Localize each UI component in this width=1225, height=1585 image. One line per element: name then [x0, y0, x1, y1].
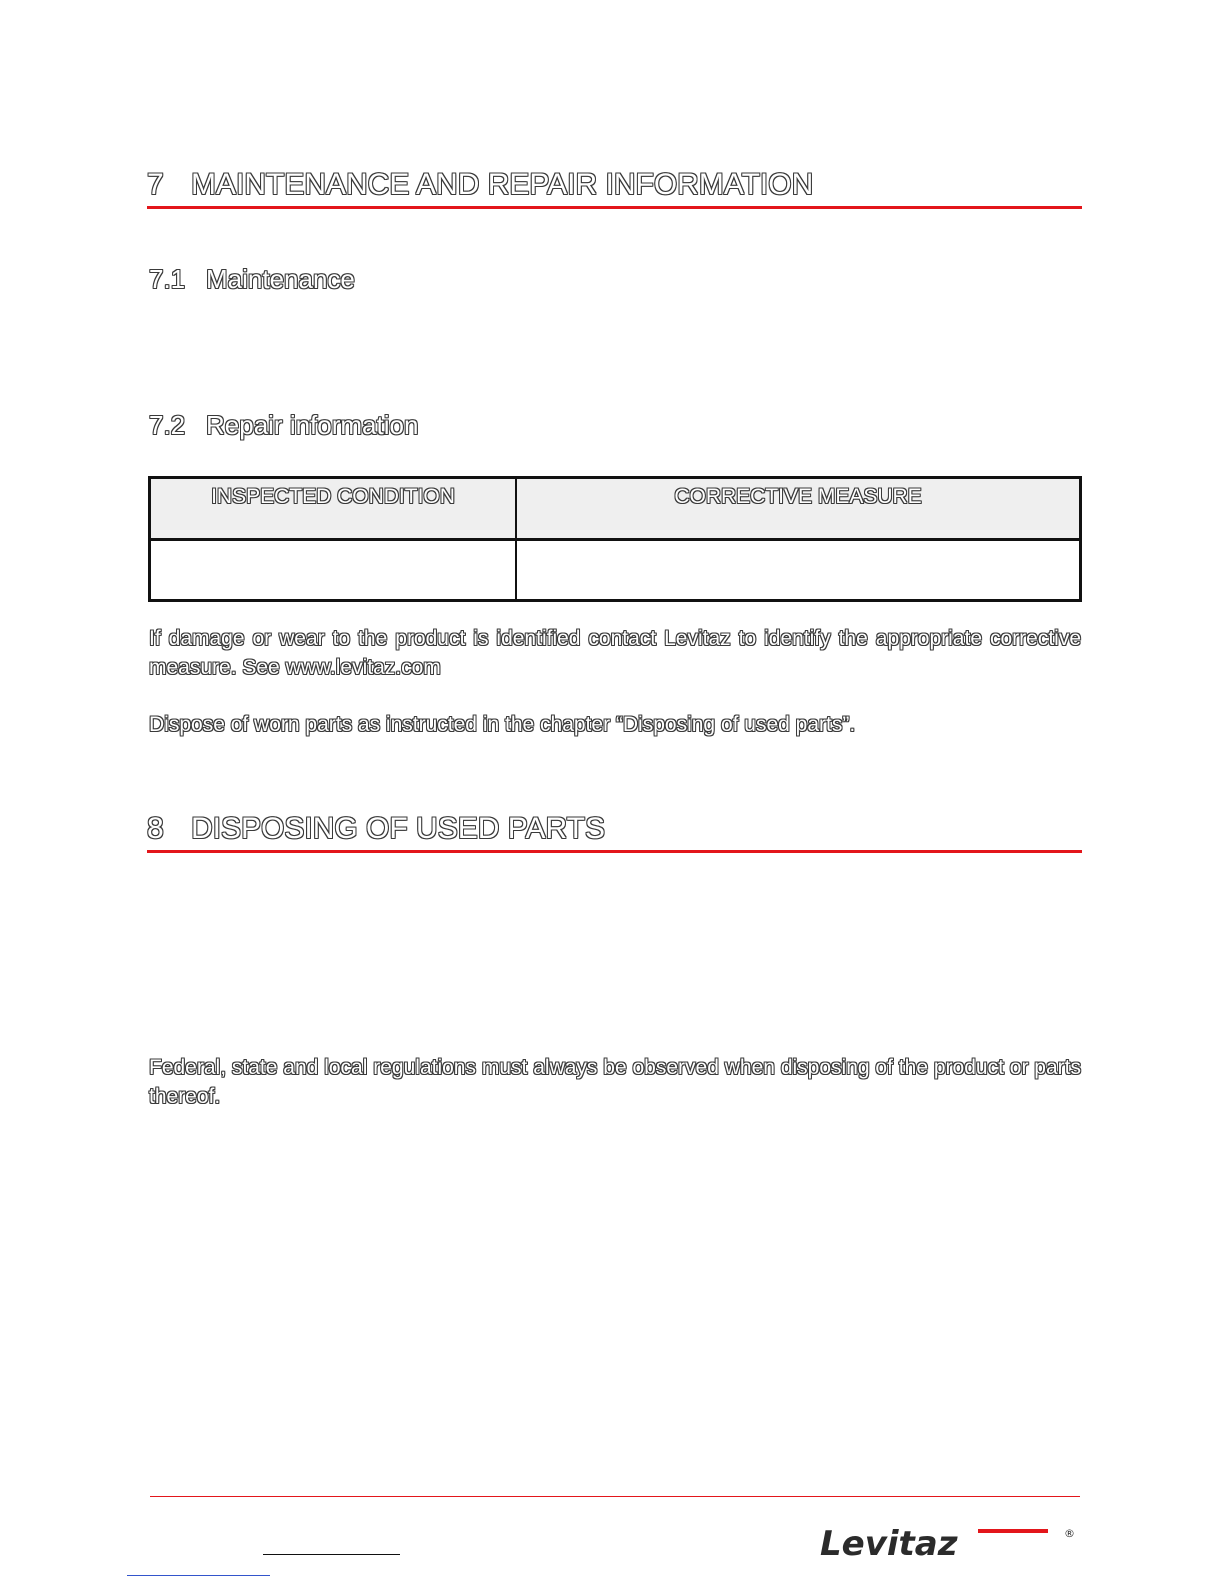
section-7-1-title: Maintenance	[206, 264, 355, 294]
repair-contact-paragraph: If damage or wear to the product is identified contact Levitaz to identify the appropriate corrective measure. See www.levitaz.com	[149, 627, 1081, 679]
table-header-inspected-condition: INSPECTED CONDITION	[150, 478, 517, 540]
levitaz-logo	[820, 1523, 1080, 1568]
levitaz-logo-image	[820, 1523, 1080, 1563]
section-7-heading	[147, 168, 1082, 209]
section-7-title: MAINTENANCE AND REPAIR INFORMATION	[191, 168, 814, 201]
table-cell	[150, 540, 517, 601]
section-8-heading	[147, 812, 1082, 853]
footer-link-underline	[127, 1575, 270, 1576]
section-8-title: DISPOSING OF USED PARTS	[191, 812, 605, 845]
table-header-corrective-measure: CORRECTIVE MEASURE	[516, 478, 1081, 540]
section-7-1-heading	[149, 264, 355, 295]
table-row	[150, 540, 1081, 601]
table-cell	[516, 540, 1081, 601]
section-7-2-title: Repair information	[206, 410, 419, 440]
logo-registered-mark: ®	[1064, 1527, 1075, 1540]
repair-table	[148, 476, 1082, 602]
dispose-worn-parts-paragraph: Dispose of worn parts as instructed in the chapter “Disposing of used parts”.	[149, 713, 856, 736]
logo-accent	[978, 1529, 1048, 1533]
footer-underline	[263, 1554, 400, 1555]
table-header-row	[150, 478, 1081, 540]
regulations-paragraph: Federal, state and local regulations must always be observed when disposing of the product or parts thereof.	[149, 1056, 1081, 1108]
section-7-2-heading	[149, 410, 418, 441]
section-7-number: 7	[147, 168, 164, 201]
section-7-1-number: 7.1	[149, 264, 186, 294]
footer-divider	[150, 1496, 1080, 1497]
logo-wordmark: Levitaz	[820, 1524, 958, 1563]
section-7-2-number: 7.2	[149, 410, 186, 440]
section-8-number: 8	[147, 812, 164, 845]
